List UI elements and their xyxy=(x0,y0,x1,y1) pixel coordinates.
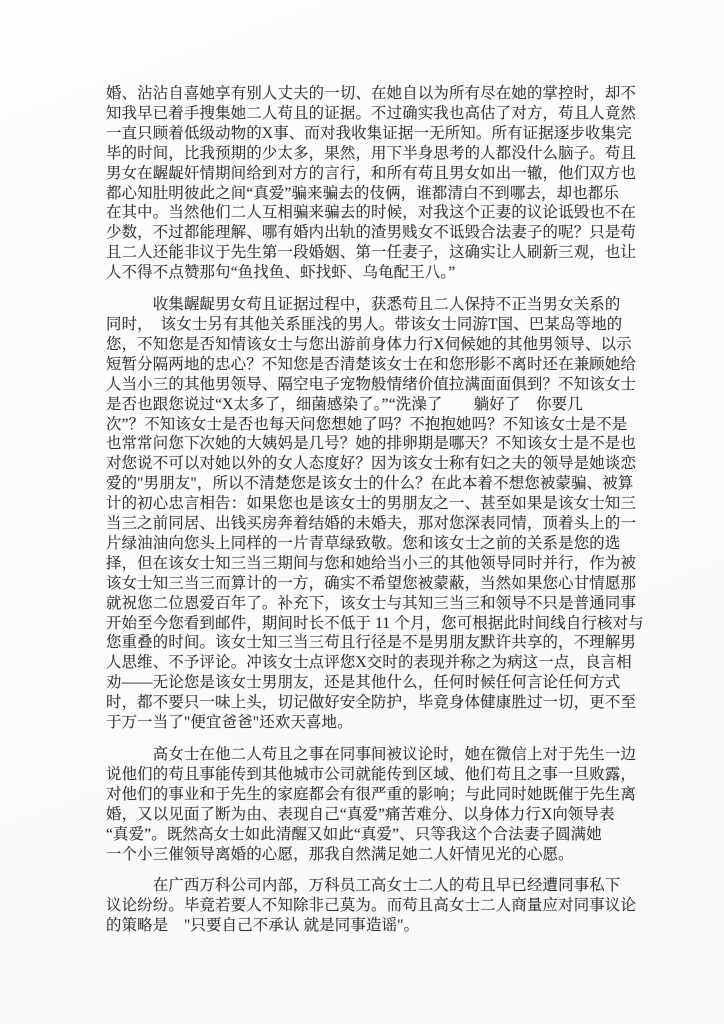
text-line: 短暂分隔两地的忠心？不知您是否清楚该女士在和您形影不离时还在兼顾她给 xyxy=(106,355,637,373)
text-line: 人不得不点赞那句“鱼找鱼、虾找虾、乌龟配王八。” xyxy=(106,264,456,282)
text-line: 的策略是 "只要自己不承认 就是同事造谣"。 xyxy=(106,917,420,935)
text-line: 时，都不要只一味上头，切记做好安全防护，毕竟身体健康胜过一切，更不至 xyxy=(106,694,637,712)
text-line: 同时， 该女士另有其他关系匪浅的男人。带该女士同游T国、巴某岛等地的 xyxy=(106,315,623,333)
text-line: 少数，不过都能理解、哪有婚内出轨的渣男贱女不诋毁合法妻子的呢？只是苟 xyxy=(106,224,637,242)
text-line: 对他们的事业和于先生的家庭都会有很严重的影响；与此同时她既催于先生离 xyxy=(106,785,637,803)
text-line: 人思维、不予评论。冲该女士点评您X交时的表现并称之为病这一点，良言相 xyxy=(106,654,632,672)
text-line: 婚，又以见面了断为由、表现自己“真爱”痛苦难分、以身体力行X向领导表 xyxy=(106,805,615,823)
text-line: 说他们的苟且事能传到其他城市公司就能传到区域、他们苟且之事一旦败露， xyxy=(106,765,637,783)
text-line: 是否也跟您说过“X太多了，细菌感染了。”“洗澡了 躺好了 你要几 xyxy=(106,395,583,413)
text-line: 次”？不知该女士是否也每天问您想她了吗？不抱抱她吗？不知该女士是不是 xyxy=(106,415,628,433)
text-line: 男女在龌龊奸情期间给到对方的言行，和所有苟且男女如出一辙，他们双方也 xyxy=(106,164,637,182)
text-line: 且二人还能非议于先生第一段婚姻、第一任妻子，这确实让人刷新三观，也让 xyxy=(106,244,637,262)
text-line: 您，不知您是否知情该女士与您出游前身体力行X伺候她的其他男领导、以示 xyxy=(106,335,632,353)
text-line: 议论纷纷。毕竟若要人不知除非己莫为。而苟且高女士二人商量应对同事议论 xyxy=(106,897,637,915)
text-line: 计的初心忠言相告：如果您也是该女士的男朋友之一、甚至如果是该女士知三 xyxy=(106,495,637,513)
text-line: 高女士在他二人苟且之事在同事间被议论时，她在微信上对于先生一边 xyxy=(106,746,637,763)
text-line: “真爱”。既然高女士如此清醒又如此“真爱”、只等我这个合法妻子圆满她 xyxy=(106,825,602,843)
text-line: 一个小三催领导离婚的心愿，那我自然满足她二人奸情见光的心愿。 xyxy=(106,845,574,863)
text-line: 片绿油油向您头上同样的一片青草绿致敬。您和该女士之前的关系是您的选 xyxy=(106,534,621,552)
paragraph-4 xyxy=(106,876,646,936)
text-line: 当三之前同居、出钱买房奔着结婚的未婚夫，那对您深表同情，顶着头上的一 xyxy=(106,515,637,533)
paragraph-2 xyxy=(106,295,646,733)
text-line: 开始至今您看到邮件，期间时长不低于 11 个月，您可根据此时间线自行核对与 xyxy=(106,614,644,632)
text-line: 都心知肚明彼此之间“真爱”骗来骗去的伎俩，谁都清白不到哪去，却也都乐 xyxy=(106,184,619,202)
text-line: 爱的"男朋友"，所以不清楚您是该女士的什么？在此本着不想您被蒙骗、被算 xyxy=(106,475,634,493)
text-line: 一直只顾着低级动物的X事、而对我收集证据一无所知。所有证据逐步收集完 xyxy=(106,124,632,142)
text-line: 也常常问您下次她的大姨妈是几号？她的排卵期是哪天？不知该女士是不是也 xyxy=(106,435,637,453)
text-line: 劝——无论您是该女士男朋友，还是其他什么，任何时候任何言论任何方式 xyxy=(106,674,621,692)
text-line: 于万一当了"便宜爸爸"还欢天喜地。 xyxy=(106,714,353,732)
text-line: 就祝您二位恩爱百年了。补充下，该女士与其知三当三和领导不只是普通同事 xyxy=(106,594,637,612)
text-line: 对您说不可以对她以外的女人态度好？因为该女士称有妇之夫的领导是她谈恋 xyxy=(106,455,637,473)
text-line: 知我早已着手搜集她二人苟且的证据。不过确实我也高估了对方，苟且人竟然 xyxy=(106,104,637,122)
text-line: 人当小三的其他男领导、隔空电子宠物般情绪价值拉满面面俱到？不知该女士 xyxy=(106,375,637,393)
text-line: 择，但在该女士知三当三期间与您和她给当小三的其他领导同时并行，作为被 xyxy=(106,554,637,572)
text-line: 该女士知三当三而算计的一方，确实不希望您被蒙蔽，当然如果您心甘情愿那 xyxy=(106,574,637,592)
paragraph-3 xyxy=(106,745,646,864)
text-line: 在广西万科公司内部，万科员工高女士二人的苟且早已经遭同事私下 xyxy=(106,877,621,895)
document-text-block xyxy=(106,84,646,948)
text-line: 您重叠的时间。该女士知三当三苟且行径是不是男朋友默许共享的，不理解男 xyxy=(106,634,637,652)
text-line: 婚、沾沾自喜她享有别人丈夫的一切、在她自以为所有尽在她的掌控时，却不 xyxy=(106,85,637,102)
text-line: 收集龌龊男女苟且证据过程中，获悉苟且二人保持不正当男女关系的 xyxy=(106,296,621,314)
text-line: 毕的时间，比我预期的少太多，果然，用下半身思考的人都没什么脑子。苟且 xyxy=(106,144,637,162)
paragraph-1 xyxy=(106,84,646,283)
text-line: 在其中。当然他们二人互相骗来骗去的时候，对我这个正妻的议论诋毁也不在 xyxy=(106,204,637,222)
